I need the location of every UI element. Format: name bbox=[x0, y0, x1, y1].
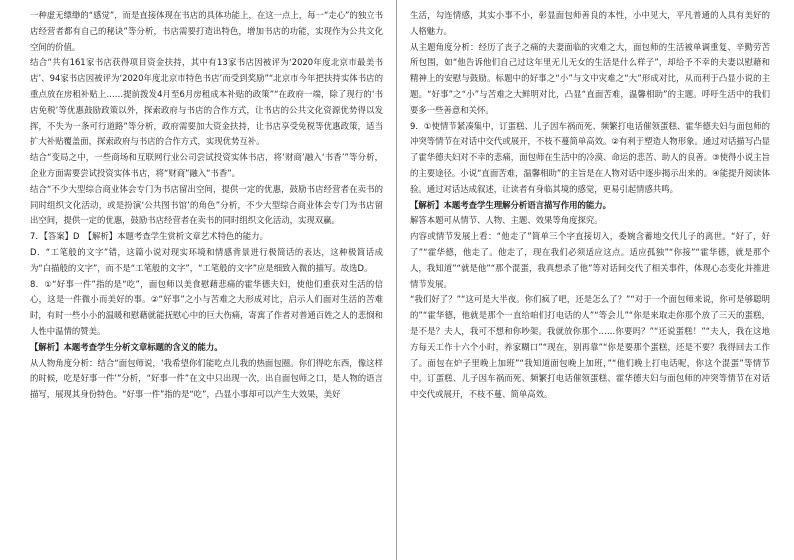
left-column bbox=[30, 8, 383, 403]
paragraph: 从主题角度分析：经历了丧子之痛的夫妻面临的灾难之大，面包师的生活被单调重复、辛勤劳苦所包围，如“他告诉他们自己过这年里无儿无女的生活是什么样子”，却给予不幸的夫妻以慰藉和精神上的安慰与鼓励。标题中的好事之“小”与文中灾难之“大”形成对比，从而利于凸显小说的主题。“好事”之“小”与苦难之大鲜明对比，凸显“直面苦难，温馨相助”的主题。呼吁生活中的我们要多一些善意和关怀。 bbox=[410, 41, 770, 115]
right-column bbox=[410, 8, 770, 403]
answer-8: 8．①“好事一件”指的是“吃”，面包师以美食慰藉悲痛的霍华德夫妇，使他们重获对生活的信心，这是一件微小而美好的事。②“好事”之小与苦难之大形成对比，启示人们面对生活的苦难时，有时一些小小的温暖和慰藉就能抚慰心中的巨大伤痛，寄寓了作者对普通百姓之人的悲悯和人性中温情的赞美。 bbox=[30, 278, 383, 336]
paragraph: “我们好了？”“这可是大半夜。你们疯了吧，还是怎么了？”“对于一个面包师来说，你可是够聪明的”“霍华德，他就是那个一直给咱们打电话的人”“等会儿”“你是来取走你那个放了三天的蛋糕，是不是？夫人，我可不想和你吵架。我就放你那个……你要吗？”“还说蛋糕！”“夫人，我在这地方每天工作十六个小时，养家糊口”“现在，别再靠”“你是要那个蛋糕，还是不要？我得回去工作了。面包在炉子里晚上加班”“我知道面包晚上加班，”“他们晚上打电话呢，你这个混蛋”等情节中，订蛋糕、儿子因车祸而死、频繁打电话催领蛋糕、霍华德夫妇与面包师的冲突等情节在对话中交代或展开，不枝不蔓、简单高效。 bbox=[410, 294, 770, 400]
paragraph: 结合“变局之中，一些商场和互联网行业公司尝试投资实体书店，将‘财商’融入‘书香’”等分析，企业方面需要尝试投资实体书店，将“财商”融入“书香”。 bbox=[30, 152, 383, 178]
paragraph: 一种虚无缥缈的“感觉”，而是直接体现在书店的具体功能上，在这一点上，每一“走心”的独立书店经营者都有自己的秘诀”等分析，书店需要打造出特色，增加书店的功能，实现作为公共文化空间的价值。 bbox=[30, 10, 383, 52]
paragraph: 解答本题可从情节、人物、主题、效果等角度探究。 bbox=[410, 215, 603, 226]
column-divider bbox=[396, 0, 397, 560]
analysis-heading: 【解析】本题考查学生分析文章标题的含义的能力。 bbox=[30, 341, 223, 352]
paragraph: 从人物角度分析：结合“面包师说，‘我希望你们能吃点儿我的热面包圈。你们得吃东西，像这样的时候，吃是好事一件’”分析，“好事一件”在文中只出现一次，出自面包师之口，是人物的语言描写，展现其身份特色。“好事一件”指的是“吃”，凸显小事却可以产生大效果，美好 bbox=[30, 357, 383, 400]
paragraph: 生活，勾连情感，其实小事不小，彰显面包师善良的本性，小中见大，平凡普通的人具有美好的人格魅力。 bbox=[410, 10, 770, 36]
analysis-heading: 【解析】本题考查学生理解分析语言描写作用的能力。 bbox=[410, 199, 611, 210]
paragraph: 结合“共有161家书店获得项目资金扶持，其中有13家书店因被评为‘2020年度北京市最美书店’、94家书店因被评为‘2020年度北京市特色书店’而受到奖励”“北京市今年把扶持实体书店的重点放在房租补贴上……提前拨发4月至6月房租成本补贴的政策”“在政府一端，除了现行的‘书店免税’等优惠鼓励政策以外，探索政府与书店的合作方式，让书店的公共文化资源优势得以发挥，不失为一条可行道路”等分析，政府需要加大资金扶持，让书店享受免税等优惠政策，适当扩大补贴覆盖面，探索政府与书店的合作方式，实现优势互补。 bbox=[30, 57, 383, 147]
paragraph: 内容或情节发展上看：“他走了”简单三个字直接切入，委婉含蓄地交代儿子的离世。“好了，好了”“霍华德，他走了。他走了，现在我们必须适应这点。适应孤独”“你接”“霍华德，就是那个人，我知道”“就是他”“那个混蛋，我真想杀了他”等对话间交代了相关事件，体现心态变化并推进情节发展。 bbox=[410, 231, 770, 289]
answer-9: 9．①使情节紧凑集中，订蛋糕、儿子因车祸而死、频繁打电话催领蛋糕、霍华德夫妇与面包师的冲突等情节在对话中交代或展开，不枝不蔓简单高效。②有利于塑造人物形象。通过对话描写凸显了霍华德夫妇对不幸的悲痛，面包师在生活中的冷漠、命运的悲苦、助人的良善。③使得小说主旨的主要途径。小说“直面苦难，温馨相助”的主旨是在人物对话中逐步揭示出来的。④能提升阅读体验。通过对话达成叙述，让读者有身临其境的感觉，更易引起情感共鸣。 bbox=[410, 120, 770, 194]
answer-7: 7．【答案】D 【解析】本题考查学生赏析文章艺术特色的能力。 bbox=[30, 231, 268, 242]
paragraph: 结合“不少大型综合商业体会专门为书店留出空间，提供一定的优惠，鼓励书店经营者在卖书的同时组织文化活动，或是扮演‘公共图书馆’的角色”分析，不少大型综合商业体会专门为书店留出空间，提供一定的优惠，鼓励书店经营者在卖书的同时组织文化活动，实现双赢。 bbox=[30, 183, 383, 226]
paragraph: D．“工笔般的文字”错，这篇小说对现实环境和情感背景进行极简话的表达，这种极简话成为“白描般的文字”，而不是“工笔般的文字”，“工笔般的文字”应是细致入微的描写。故选D。 bbox=[30, 246, 383, 273]
